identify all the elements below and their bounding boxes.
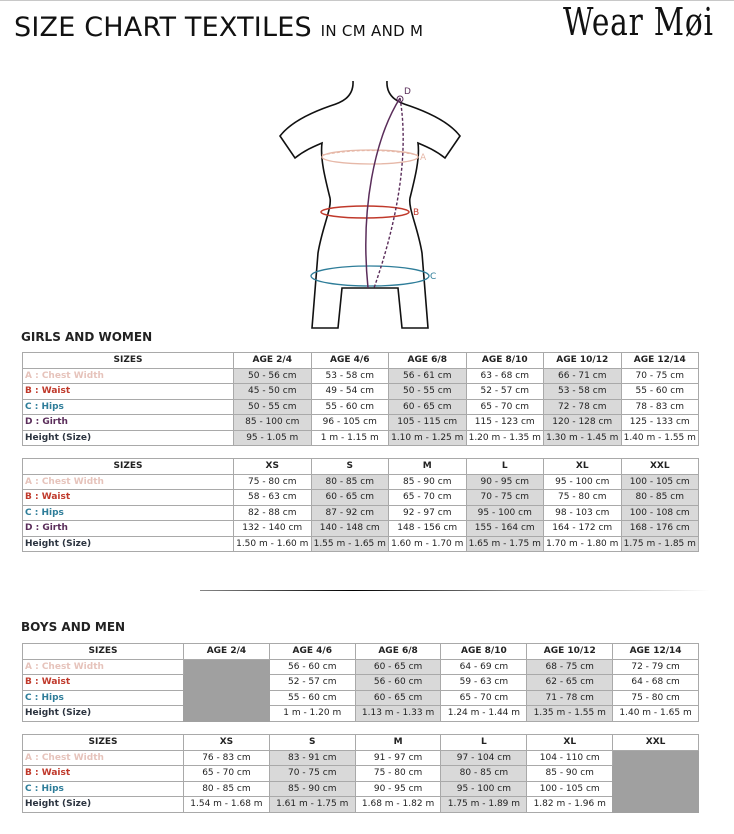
cell: 1 m - 1.15 m	[311, 430, 389, 446]
header-col: AGE 6/8	[389, 353, 467, 369]
cell: 1.35 m - 1.55 m	[527, 706, 613, 722]
title-units: IN CM AND M	[320, 22, 424, 40]
header-col: XXL	[621, 459, 699, 475]
cell: 75 - 80 cm	[234, 474, 312, 490]
table-row	[23, 536, 699, 552]
cell: 1.68 m - 1.82 m	[355, 797, 441, 813]
cell: 98 - 103 cm	[544, 505, 622, 521]
cell: 50 - 55 cm	[234, 399, 312, 415]
label-b: B	[413, 208, 420, 218]
cell: 1.10 m - 1.25 m	[389, 430, 467, 446]
girls-size-table	[22, 458, 699, 552]
cell: 70 - 75 cm	[621, 368, 699, 384]
table-row	[23, 797, 699, 813]
header-col: AGE 10/12	[544, 353, 622, 369]
table-row	[23, 659, 699, 675]
cell: 64 - 69 cm	[441, 659, 527, 675]
row-label-waist: B : Waist	[23, 766, 184, 782]
row-label-chest: A : Chest Width	[23, 750, 184, 766]
cell: 91 - 97 cm	[355, 750, 441, 766]
cell: 1 m - 1.20 m	[269, 706, 355, 722]
label-a: A	[420, 153, 427, 163]
cell: 72 - 79 cm	[613, 659, 699, 675]
cell: 1.82 m - 1.96 m	[527, 797, 613, 813]
cell: 100 - 105 cm	[527, 781, 613, 797]
cell: 1.55 m - 1.65 m	[311, 536, 389, 552]
table-row	[23, 750, 699, 766]
row-label-waist: B : Waist	[23, 490, 234, 506]
section-title-girls: GIRLS AND WOMEN	[21, 330, 153, 344]
cell: 58 - 63 cm	[234, 490, 312, 506]
table-row	[23, 415, 699, 431]
page-title	[14, 12, 423, 43]
section-title-boys: BOYS AND MEN	[21, 620, 126, 634]
cell: 50 - 56 cm	[234, 368, 312, 384]
cell: 72 - 78 cm	[544, 399, 622, 415]
row-label-height: Height (Size)	[23, 797, 184, 813]
cell: 62 - 65 cm	[527, 675, 613, 691]
cell: 55 - 60 cm	[311, 399, 389, 415]
cell: 82 - 88 cm	[234, 505, 312, 521]
cell: 1.75 m - 1.89 m	[441, 797, 527, 813]
cell: 78 - 83 cm	[621, 399, 699, 415]
header-col: AGE 12/14	[613, 644, 699, 660]
header-col: AGE 4/6	[269, 644, 355, 660]
table-row	[23, 675, 699, 691]
brand-logo: Wear Møi	[563, 0, 714, 44]
cell: 80 - 85 cm	[621, 490, 699, 506]
cell: 148 - 156 cm	[389, 521, 467, 537]
cell: 1.50 m - 1.60 m	[234, 536, 312, 552]
cell: 56 - 60 cm	[269, 659, 355, 675]
table-row	[23, 474, 699, 490]
cell: 53 - 58 cm	[311, 368, 389, 384]
body-outline-icon	[280, 81, 460, 328]
table-row	[23, 490, 699, 506]
cell: 56 - 60 cm	[355, 675, 441, 691]
cell: 50 - 55 cm	[389, 384, 467, 400]
row-label-height: Height (Size)	[23, 706, 184, 722]
cell: 75 - 80 cm	[613, 690, 699, 706]
row-label-chest: A : Chest Width	[23, 368, 234, 384]
header-sizes: SIZES	[23, 735, 184, 751]
table-row	[23, 368, 699, 384]
cell: 83 - 91 cm	[269, 750, 355, 766]
cell: 97 - 104 cm	[441, 750, 527, 766]
body-measurement-diagram	[270, 78, 470, 336]
cell: 95 - 100 cm	[544, 474, 622, 490]
cell: 85 - 100 cm	[234, 415, 312, 431]
cell: 60 - 65 cm	[389, 399, 467, 415]
table-row	[23, 690, 699, 706]
cell: 155 - 164 cm	[466, 521, 544, 537]
cell: 1.65 m - 1.75 m	[466, 536, 544, 552]
row-label-hips: C : Hips	[23, 781, 184, 797]
cell: 120 - 128 cm	[544, 415, 622, 431]
cell: 115 - 123 cm	[466, 415, 544, 431]
table-header-row	[23, 353, 699, 369]
label-c: C	[430, 272, 437, 282]
cell: 64 - 68 cm	[613, 675, 699, 691]
boys-age-table	[22, 643, 699, 722]
cell: 1.24 m - 1.44 m	[441, 706, 527, 722]
row-label-height: Height (Size)	[23, 430, 234, 446]
cell: 1.60 m - 1.70 m	[389, 536, 467, 552]
row-label-hips: C : Hips	[23, 505, 234, 521]
cell: 95 - 100 cm	[466, 505, 544, 521]
header-col: L	[441, 735, 527, 751]
row-label-girth: D : Girth	[23, 415, 234, 431]
unavailable-cell	[613, 750, 699, 812]
cell: 71 - 78 cm	[527, 690, 613, 706]
cell: 65 - 70 cm	[441, 690, 527, 706]
cell: 66 - 71 cm	[544, 368, 622, 384]
row-label-chest: A : Chest Width	[23, 659, 184, 675]
header-col: XXL	[613, 735, 699, 751]
cell: 59 - 63 cm	[441, 675, 527, 691]
row-label-waist: B : Waist	[23, 675, 184, 691]
cell: 65 - 70 cm	[389, 490, 467, 506]
header-col: AGE 8/10	[466, 353, 544, 369]
table-header-row	[23, 644, 699, 660]
cell: 164 - 172 cm	[544, 521, 622, 537]
cell: 55 - 60 cm	[621, 384, 699, 400]
cell: 75 - 80 cm	[355, 766, 441, 782]
cell: 65 - 70 cm	[184, 766, 270, 782]
cell: 140 - 148 cm	[311, 521, 389, 537]
cell: 60 - 65 cm	[355, 659, 441, 675]
boys-size-table	[22, 734, 699, 813]
cell: 53 - 58 cm	[544, 384, 622, 400]
header-col: AGE 8/10	[441, 644, 527, 660]
table-row	[23, 766, 699, 782]
header-col: XS	[184, 735, 270, 751]
cell: 85 - 90 cm	[269, 781, 355, 797]
cell: 90 - 95 cm	[355, 781, 441, 797]
cell: 168 - 176 cm	[621, 521, 699, 537]
header-col: AGE 2/4	[184, 644, 270, 660]
header-col: S	[269, 735, 355, 751]
cell: 100 - 105 cm	[621, 474, 699, 490]
cell: 75 - 80 cm	[544, 490, 622, 506]
cell: 105 - 115 cm	[389, 415, 467, 431]
cell: 85 - 90 cm	[389, 474, 467, 490]
cell: 85 - 90 cm	[527, 766, 613, 782]
row-label-height: Height (Size)	[23, 536, 234, 552]
cell: 1.61 m - 1.75 m	[269, 797, 355, 813]
cell: 80 - 85 cm	[311, 474, 389, 490]
cell: 68 - 75 cm	[527, 659, 613, 675]
girls-age-table	[22, 352, 699, 446]
header-col: L	[466, 459, 544, 475]
cell: 56 - 61 cm	[389, 368, 467, 384]
cell: 63 - 68 cm	[466, 368, 544, 384]
cell: 1.40 m - 1.55 m	[621, 430, 699, 446]
title-text: SIZE CHART TEXTILES	[14, 12, 312, 43]
header-col: XL	[544, 459, 622, 475]
hips-measure-ellipse	[311, 266, 429, 286]
cell: 80 - 85 cm	[441, 766, 527, 782]
header-sizes: SIZES	[23, 459, 234, 475]
girth-measure-line	[366, 98, 400, 288]
cell: 70 - 75 cm	[466, 490, 544, 506]
cell: 1.30 m - 1.45 m	[544, 430, 622, 446]
row-label-waist: B : Waist	[23, 384, 234, 400]
cell: 45 - 50 cm	[234, 384, 312, 400]
cell: 70 - 75 cm	[269, 766, 355, 782]
section-divider	[200, 590, 710, 591]
table-row	[23, 384, 699, 400]
cell: 65 - 70 cm	[466, 399, 544, 415]
cell: 1.70 m - 1.80 m	[544, 536, 622, 552]
table-row	[23, 505, 699, 521]
row-label-girth: D : Girth	[23, 521, 234, 537]
cell: 76 - 83 cm	[184, 750, 270, 766]
header-sizes: SIZES	[23, 644, 184, 660]
cell: 125 - 133 cm	[621, 415, 699, 431]
row-label-chest: A : Chest Width	[23, 474, 234, 490]
cell: 52 - 57 cm	[269, 675, 355, 691]
header-col: XS	[234, 459, 312, 475]
cell: 1.54 m - 1.68 m	[184, 797, 270, 813]
row-label-hips: C : Hips	[23, 690, 184, 706]
cell: 60 - 65 cm	[355, 690, 441, 706]
header-col: M	[355, 735, 441, 751]
table-row	[23, 706, 699, 722]
cell: 49 - 54 cm	[311, 384, 389, 400]
cell: 132 - 140 cm	[234, 521, 312, 537]
header-col: AGE 2/4	[234, 353, 312, 369]
header-col: AGE 4/6	[311, 353, 389, 369]
header-col: M	[389, 459, 467, 475]
table-header-row	[23, 735, 699, 751]
cell: 1.75 m - 1.85 m	[621, 536, 699, 552]
cell: 90 - 95 cm	[466, 474, 544, 490]
cell: 1.20 m - 1.35 m	[466, 430, 544, 446]
header-col: S	[311, 459, 389, 475]
header-col: XL	[527, 735, 613, 751]
cell: 60 - 65 cm	[311, 490, 389, 506]
cell: 95 - 100 cm	[441, 781, 527, 797]
cell: 52 - 57 cm	[466, 384, 544, 400]
unavailable-cell	[184, 659, 270, 721]
cell: 1.13 m - 1.33 m	[355, 706, 441, 722]
table-row	[23, 399, 699, 415]
table-header-row	[23, 459, 699, 475]
header-col: AGE 6/8	[355, 644, 441, 660]
cell: 1.40 m - 1.65 m	[613, 706, 699, 722]
cell: 92 - 97 cm	[389, 505, 467, 521]
cell: 87 - 92 cm	[311, 505, 389, 521]
header-col: AGE 10/12	[527, 644, 613, 660]
cell: 55 - 60 cm	[269, 690, 355, 706]
table-row	[23, 781, 699, 797]
row-label-hips: C : Hips	[23, 399, 234, 415]
table-row	[23, 521, 699, 537]
table-row	[23, 430, 699, 446]
cell: 95 - 1.05 m	[234, 430, 312, 446]
cell: 80 - 85 cm	[184, 781, 270, 797]
header-sizes: SIZES	[23, 353, 234, 369]
header-col: AGE 12/14	[621, 353, 699, 369]
cell: 100 - 108 cm	[621, 505, 699, 521]
label-d: D	[404, 87, 411, 97]
cell: 96 - 105 cm	[311, 415, 389, 431]
cell: 104 - 110 cm	[527, 750, 613, 766]
